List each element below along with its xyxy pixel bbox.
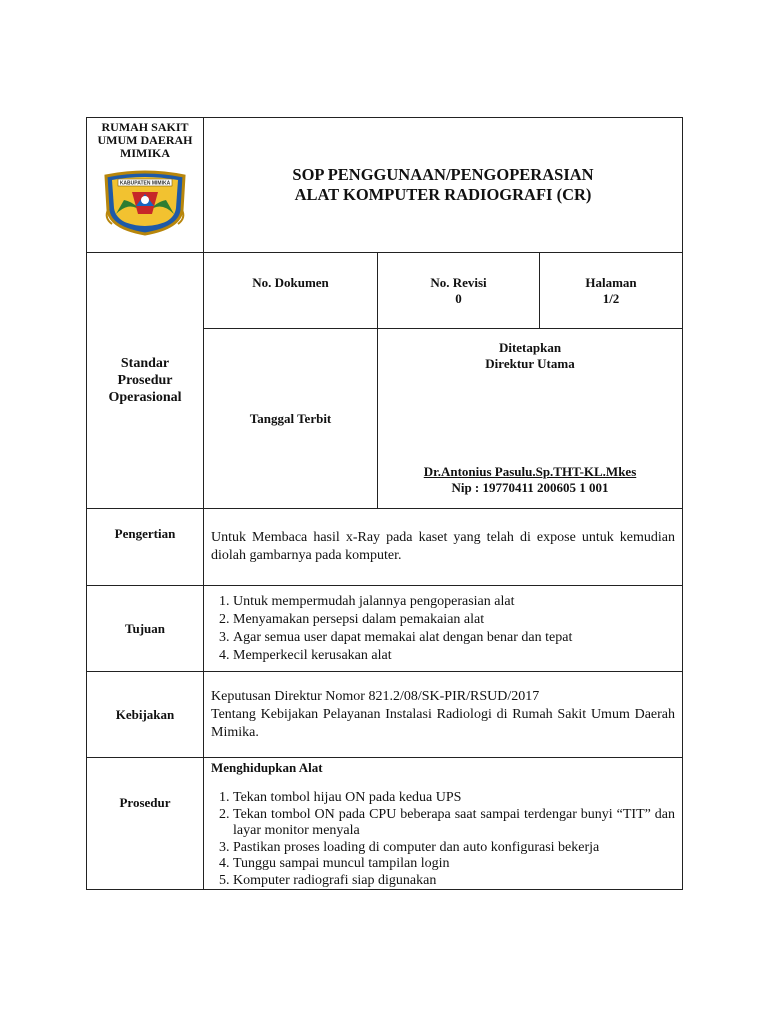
approval-cell xyxy=(378,329,683,509)
kebijakan-label: Kebijakan xyxy=(87,672,204,758)
document-title-cell xyxy=(204,118,683,253)
tujuan-content xyxy=(204,586,683,672)
list-item: 4. Memperkecil kerusakan alat xyxy=(233,647,675,665)
sop-label-line2: Prosedur xyxy=(117,373,173,388)
page-value: 1/2 xyxy=(602,291,620,306)
kebijakan-content xyxy=(204,672,683,758)
list-item: 2. Tekan tombol ON pada CPU beberapa saat sampai terdengar bunyi “TIT” dan layar monitor menyala xyxy=(233,807,675,840)
list-item: 3. Agar semua user dapat memakai alat dengan benar dan tepat xyxy=(233,629,675,647)
sop-label-line3: Operasional xyxy=(108,390,182,405)
pengertian-text: Untuk Membaca hasil x-Ray pada kaset yang telah di expose untuk kemudian diolah gambarnya pada komputer. xyxy=(204,509,683,586)
prosedur-content xyxy=(204,758,683,890)
pengertian-row xyxy=(87,509,683,586)
prosedur-row xyxy=(87,758,683,890)
hospital-name-line2: UMUM DAERAH xyxy=(97,133,193,147)
list-item: 5. Komputer radiografi siap digunakan xyxy=(233,873,675,890)
approved-by-title: Direktur Utama xyxy=(485,356,575,371)
regency-emblem-icon xyxy=(102,170,188,236)
signatory-nip: Nip : 19770411 200605 1 001 xyxy=(451,480,609,495)
tujuan-row xyxy=(87,586,683,672)
hospital-cell xyxy=(87,118,204,253)
list-item: 1. Untuk mempermudah jalannya pengoperasian alat xyxy=(233,593,675,611)
kebijakan-row xyxy=(87,672,683,758)
signatory-name: Dr.Antonius Pasulu.Sp.THT-KL.Mkes xyxy=(423,464,637,479)
kebijakan-line1: Keputusan Direktur Nomor 821.2/08/SK-PIR/RSUD/2017 xyxy=(211,688,540,704)
tujuan-list xyxy=(211,593,675,665)
sop-label-cell xyxy=(87,253,204,509)
prosedur-subtitle: Menghidupkan Alat xyxy=(211,760,323,775)
hospital-name-line3: MIMIKA xyxy=(120,146,170,160)
hospital-name-line1: RUMAH SAKIT xyxy=(101,120,189,134)
document-title-line2: ALAT KOMPUTER RADIOGRAFI (CR) xyxy=(294,185,592,204)
issue-date-cell xyxy=(204,329,378,509)
document-info-row xyxy=(87,253,683,329)
page-label: Halaman xyxy=(585,275,637,290)
kebijakan-line2: Tentang Kebijakan Pelayanan Instalasi Radiologi di Rumah Sakit Umum Daerah Mimika. xyxy=(211,706,675,740)
svg-text:KABUPATEN MIMIKA: KABUPATEN MIMIKA xyxy=(119,180,171,187)
document-number-label: No. Dokumen xyxy=(252,275,329,290)
list-item: 4. Tunggu sampai muncul tampilan login xyxy=(233,856,675,873)
approved-label: Ditetapkan xyxy=(498,340,562,355)
sop-label-line1: Standar xyxy=(120,356,170,371)
list-item: 3. Pastikan proses loading di computer dan auto konfigurasi bekerja xyxy=(233,840,675,857)
document-number-cell xyxy=(204,253,378,329)
prosedur-label: Prosedur xyxy=(87,758,204,890)
tujuan-label: Tujuan xyxy=(87,586,204,672)
revision-label: No. Revisi xyxy=(430,275,487,290)
header-row xyxy=(87,118,683,253)
page-cell xyxy=(540,253,683,329)
issue-date-label: Tanggal Terbit xyxy=(249,410,332,426)
prosedur-list xyxy=(211,790,675,889)
document-title-line1: SOP PENGGUNAAN/PENGOPERASIAN xyxy=(292,165,594,184)
pengertian-label: Pengertian xyxy=(87,509,204,586)
revision-value: 0 xyxy=(455,291,462,306)
revision-cell xyxy=(378,253,540,329)
sop-document-table xyxy=(86,117,683,890)
list-item: 2. Menyamakan persepsi dalam pemakaian alat xyxy=(233,611,675,629)
list-item: 1. Tekan tombol hijau ON pada kedua UPS xyxy=(233,790,675,807)
